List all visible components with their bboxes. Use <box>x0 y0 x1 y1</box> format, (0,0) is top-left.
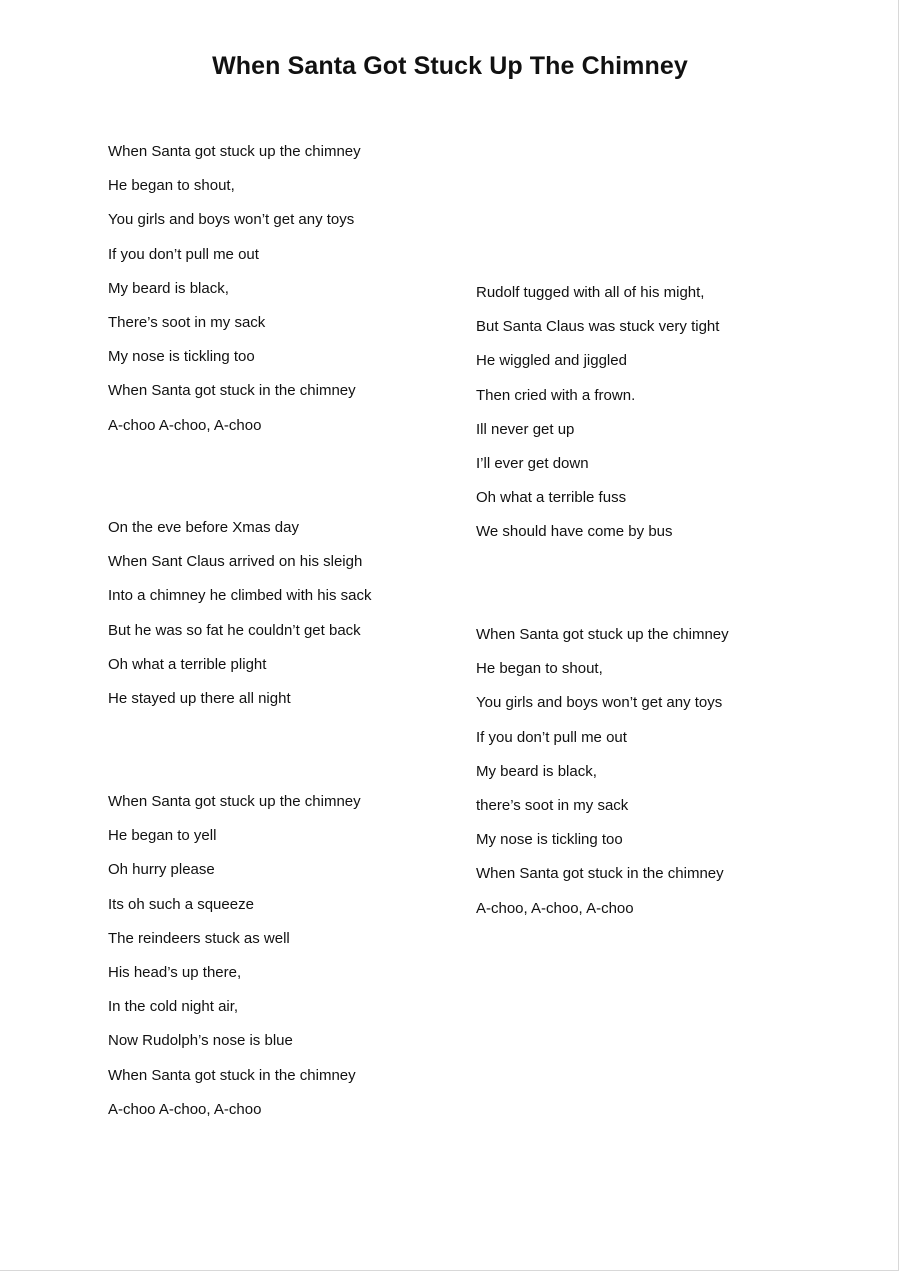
stanza-chorus-repeat <box>476 618 729 926</box>
song-title: When Santa Got Stuck Up The Chimney <box>212 52 688 80</box>
lyric-line: When Sant Claus arrived on his sleigh <box>108 553 363 571</box>
lyric-line: Rudolf tugged with all of his might, <box>476 284 705 301</box>
lyric-line: Oh hurry please <box>108 861 215 879</box>
lyric-line: Then cried with a frown. <box>476 386 636 404</box>
lyric-line: A-choo, A-choo, A-choo <box>476 899 634 917</box>
lyric-line: Into a chimney he climbed with his sack <box>108 587 372 605</box>
lyric-line: He began to shout, <box>108 177 235 195</box>
lyric-line: My nose is tickling too <box>108 348 255 366</box>
lyric-line: When Santa got stuck in the chimney <box>476 865 724 883</box>
lyric-line: When Santa got stuck up the chimney <box>476 626 729 643</box>
lyric-line: If you don’t pull me out <box>476 728 627 746</box>
stanza-verse-3 <box>108 785 361 1127</box>
lyric-line: But Santa Claus was stuck very tight <box>476 318 720 336</box>
stanza-verse-1 <box>108 135 361 443</box>
lyric-line: When Santa got stuck up the chimney <box>108 793 361 810</box>
lyric-line: My beard is black, <box>476 762 597 780</box>
lyric-line: My nose is tickling too <box>476 831 623 849</box>
lyric-line: He wiggled and jiggled <box>476 352 627 370</box>
lyric-line: Ill never get up <box>476 420 575 438</box>
lyric-line: We should have come by bus <box>476 523 673 541</box>
lyric-line: His head’s up there, <box>108 963 242 981</box>
lyric-line: The reindeers stuck as well <box>108 929 290 947</box>
lyric-line: When Santa got stuck in the chimney <box>108 1066 356 1084</box>
lyric-line: He began to yell <box>108 827 217 845</box>
lyric-line: You girls and boys won’t get any toys <box>476 694 723 712</box>
stanza-verse-4 <box>476 276 719 550</box>
lyric-line: In the cold night air, <box>108 998 239 1016</box>
lyric-line: A-choo A-choo, A-choo <box>108 416 262 434</box>
lyric-line: On the eve before Xmas day <box>108 519 299 536</box>
lyric-line: He stayed up there all night <box>108 689 291 707</box>
lyric-line: there’s soot in my sack <box>476 796 629 814</box>
left-column <box>108 135 468 1135</box>
lyric-line: You girls and boys won’t get any toys <box>108 211 355 229</box>
lyric-line: Oh what a terrible fuss <box>476 489 627 507</box>
lyric-line: When Santa got stuck in the chimney <box>108 382 356 400</box>
lyric-line: Oh what a terrible plight <box>108 655 267 673</box>
stanza-verse-2 <box>108 511 371 716</box>
lyric-line: But he was so fat he couldn’t get back <box>108 621 361 639</box>
lyric-line: When Santa got stuck up the chimney <box>108 143 361 160</box>
lyric-line: Its oh such a squeeze <box>108 895 254 913</box>
lyric-line: My beard is black, <box>108 279 229 297</box>
lyric-line: There’s soot in my sack <box>108 313 266 331</box>
lyric-line: I’ll ever get down <box>476 454 589 472</box>
lyric-line: He began to shout, <box>476 660 603 678</box>
lyric-line: If you don’t pull me out <box>108 245 259 263</box>
lyric-line: A-choo A-choo, A-choo <box>108 1100 262 1118</box>
right-column <box>476 276 876 936</box>
lyric-line: Now Rudolph’s nose is blue <box>108 1032 293 1050</box>
